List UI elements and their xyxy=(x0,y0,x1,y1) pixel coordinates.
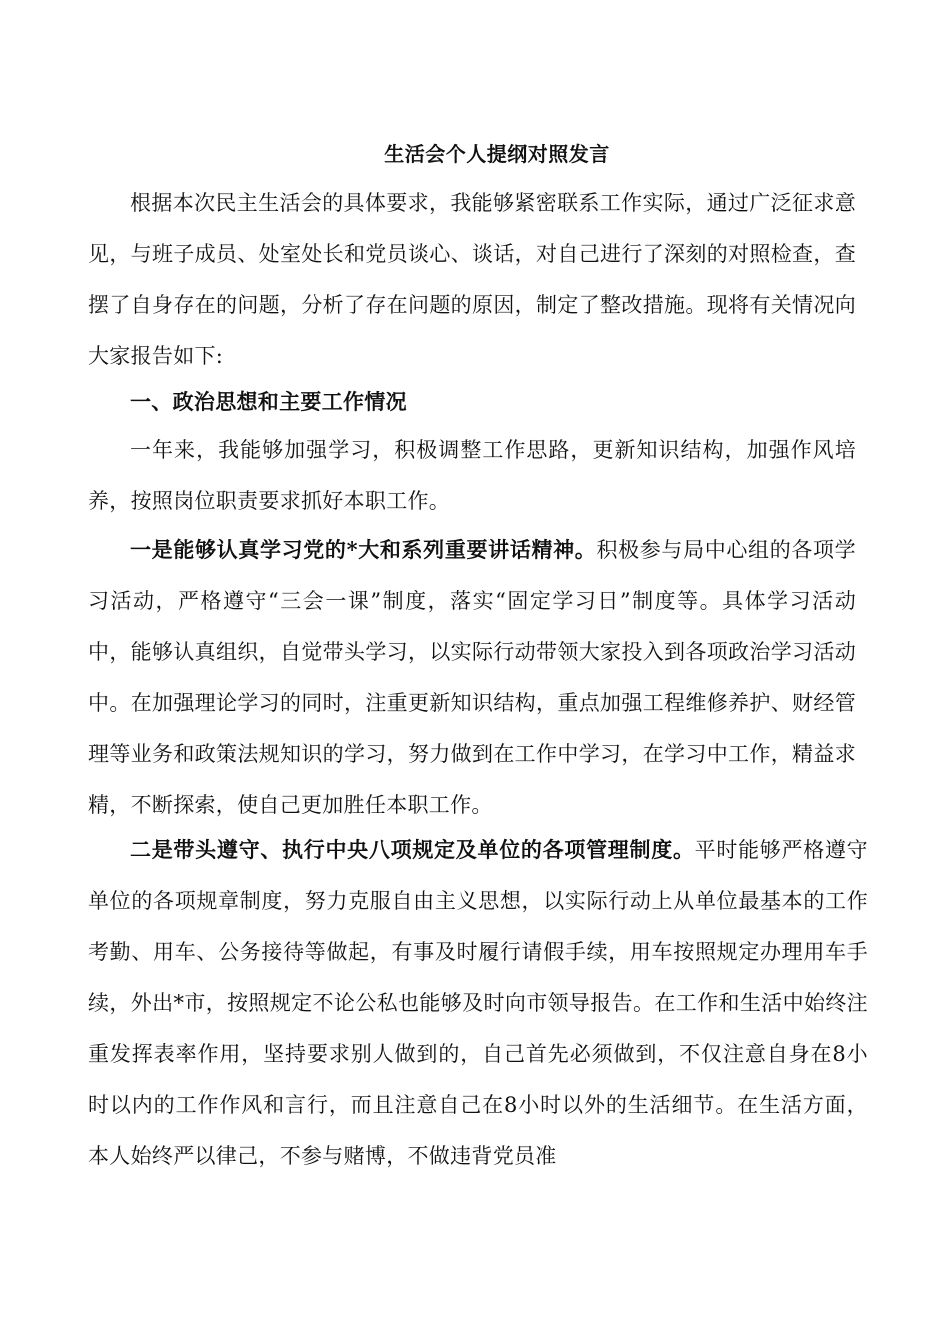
document-title: 生活会个人提纲对照发言 xyxy=(384,142,610,166)
point-two-body: 平时能够严格遵守单位的各项规章制度，努力克服自由主义思想，以实际行动上从单位最基本的工作考勤、用车、公务接待等做起，有事及时履行请假手续，用车按照规定办理用车手续，外出*市，按照规定不论公私也能够及时向市领导报告。在工作和生活中始终注重发挥表率作用，坚持要求别人做到的，自己首先必须做到，不仅注意自身在8小时以内的工作作风和言行，而且注意自己在8小时以外的生活细节。在生活方面，本人始终严以律己，不参与赌博，不做违背党员准 xyxy=(88,838,868,1168)
point-one-paragraph xyxy=(88,524,856,831)
section-heading: 一、政治思想和主要工作情况 xyxy=(130,389,407,414)
point-two-paragraph xyxy=(88,824,868,1182)
point-one-body: 积极参与局中心组的各项学习活动，严格遵守“三会一课”制度，落实“固定学习日”制度等。具体学习活动中，能够认真组织，自觉带头学习，以实际行动带领大家投入到各项政治学习活动中。在加强理论学习的同时，注重更新知识结构，重点加强工程维修养护、财经管理等业务和政策法规知识的学习，努力做到在工作中学习，在学习中工作，精益求精，不断探索，使自己更加胜任本职工作。 xyxy=(88,538,856,817)
intro-paragraph: 根据本次民主生活会的具体要求，我能够紧密联系工作实际，通过广泛征求意见，与班子成员、处室处长和党员谈心、谈话，对自己进行了深刻的对照检查，查摆了自身存在的问题，分析了存在问题的原因，制定了整改措施。现将有关情况向大家报告如下: xyxy=(88,191,856,368)
point-two-lead: 二是带头遵守、执行中央八项规定及单位的各项管理制度。 xyxy=(130,837,695,862)
point-one-lead: 一是能够认真学习党的*大和系列重要讲话精神。 xyxy=(130,537,597,562)
section-intro-paragraph: 一年来，我能够加强学习，积极调整工作思路，更新知识结构，加强作风培养，按照岗位职责要求抓好本职工作。 xyxy=(88,438,856,513)
